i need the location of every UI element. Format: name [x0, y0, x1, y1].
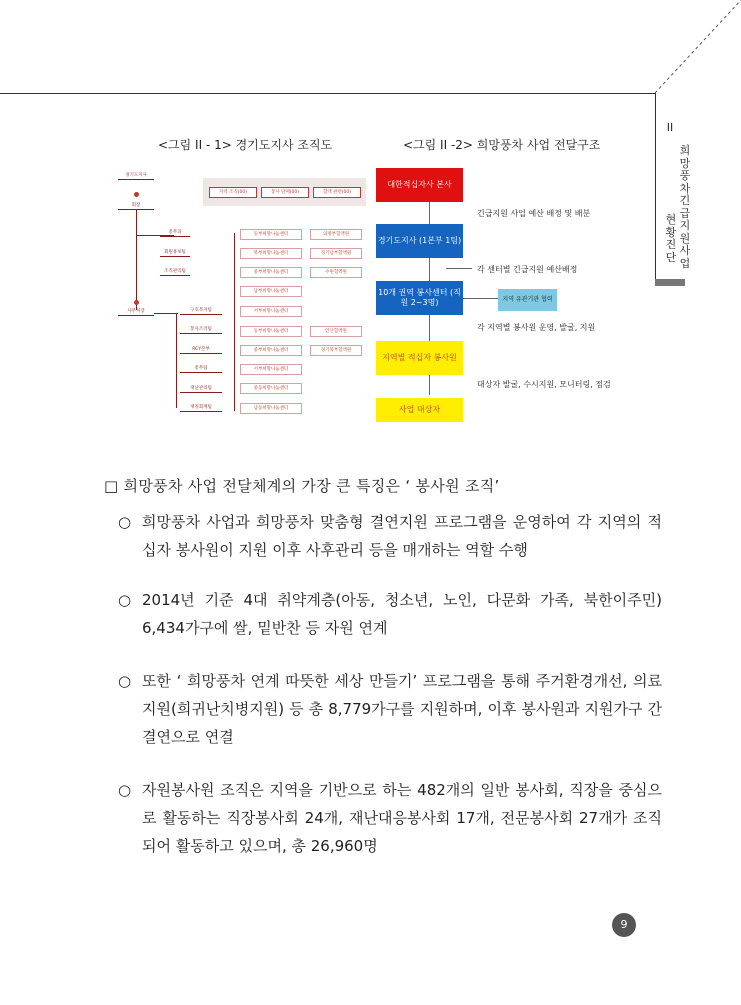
org-right-box-6: 동부희망나눔센터: [240, 326, 302, 337]
bullet-text: 희망풍차 사업과 희망풍차 맞춤형 결연지원 프로그램을 운영하여 각 지역의 적십자 봉사원이 지원 이후 사후관리 등을 매개하는 역할 수행: [142, 513, 662, 559]
org-secretary-box: 사무처장: [118, 308, 154, 316]
flow-box-recipients: 사업 대상자: [376, 398, 463, 422]
corner-dashed-line: [655, 0, 741, 93]
flow-note-link: [446, 268, 472, 269]
figure-right-caption: <그림 II -2> 희망풍차 사업 전달구조: [403, 138, 601, 152]
org-right-box-4: 남부희망나눔센터: [240, 286, 302, 297]
org-secretary-dot: [134, 300, 139, 305]
org-right-box-1: 동부희망나눔센터: [240, 229, 302, 240]
flow-box-partners: 지역 유관기관 협력: [498, 289, 557, 311]
bullet-text: 또한 ‘ 희망풍차 연계 따뜻한 세상 만들기’ 프로그램을 통해 주거환경개선, 의료지원(희귀난치병지원) 등 총 8,779가구를 지원하며, 이후 봉사원과 지원가구 간 결연으로 연결: [142, 672, 662, 746]
page-number: 9: [612, 913, 636, 937]
org-main-spine: [136, 210, 137, 310]
org-middle-box-6: 재정회계팀: [180, 404, 222, 412]
flow-box-hq: 대한적십자사 본사: [376, 168, 463, 202]
flow-note-3: 각 지역별 봉사원 운영, 발굴, 지원: [477, 323, 596, 332]
org-far-right-box-2: 경기남부혈액원: [310, 248, 362, 259]
bullet-mark: ○: [118, 672, 132, 690]
org-far-right-box-1: 의정부혈액원: [310, 229, 362, 240]
org-far-right-box-3: 수원혈액원: [310, 267, 362, 278]
flow-note-4: 대상자 발굴, 수시지원, 모니터링, 점검: [477, 380, 611, 389]
org-legend-item-1: 지역 조직(00): [209, 187, 257, 198]
flow-partner-link: [463, 298, 498, 299]
org-left-box-2: 회원홍보팀: [160, 249, 190, 257]
org-legend-item-3: 혈액 관련(00): [313, 187, 361, 198]
bullet-mark: ○: [118, 781, 132, 799]
org-legend: [203, 178, 366, 206]
flow-note-1: 긴급지원 사업 예산 배정 및 배분: [477, 209, 591, 218]
flow-box-centers: 10개 권역 봉사센터 (직원 2~3명): [376, 281, 463, 315]
sidebar-section-number: II: [666, 121, 674, 134]
org-right-box-9: 중동희망나눔센터: [240, 383, 302, 394]
org-right-box-5: 서부희망나눔센터: [240, 306, 302, 317]
org-right-box-8: 서부희망나눔센터: [240, 364, 302, 375]
header-rule: [0, 93, 655, 94]
bullet-text: 2014년 기준 4대 취약계층(아동, 청소년, 노인, 다문화 가족, 북한이주민) 6,434가구에 쌀, 밑반찬 등 자원 연계: [142, 591, 662, 637]
flow-box-branch: 경기도지사 (1본부 1팀): [376, 224, 463, 258]
org-right-box-7: 중부희망나눔센터: [240, 345, 302, 356]
org-middle-box-5: 재난관리팀: [180, 385, 222, 393]
org-president-box: 회장: [118, 202, 154, 210]
org-right-spine: [234, 233, 235, 411]
org-top-box: 경기도지사: [118, 172, 154, 180]
sidebar-sub-title: 현황진단: [665, 213, 677, 264]
org-middle-box-4: 총무팀: [180, 365, 222, 373]
org-top-dot: [134, 192, 139, 197]
bullet-text: 자원봉사원 조직은 지역을 기반으로 하는 482개의 일반 봉사회, 직장을 중심으로 활동하는 직장봉사회 24개, 재난대응봉사회 17개, 전문봉사회 27개가 조직되어 활동하고 있으며, 총 26,960명: [142, 781, 662, 855]
org-middle-box-2: 봉사조직팀: [180, 326, 222, 334]
flow-box-volunteers: 지역별 적십자 봉사원: [376, 341, 463, 375]
org-middle-spine: [176, 313, 177, 408]
org-secretary-line: [154, 313, 178, 314]
org-right-box-10: 남동희망나눔센터: [240, 403, 302, 414]
bullet-mark: ○: [118, 591, 132, 609]
org-middle-box-1: 구호복지팀: [180, 307, 222, 315]
figure-left-caption: <그림 II - 1> 경기도지사 조직도: [158, 138, 333, 152]
org-right-box-3: 중부희망나눔센터: [240, 267, 302, 278]
section-heading: □ 희망풍차 사업 전달체계의 가장 큰 특징은 ‘ 봉사원 조직’: [104, 477, 500, 495]
org-left-box-3: 조직관리팀: [160, 268, 190, 276]
bullet-mark: ○: [118, 513, 132, 531]
org-right-box-2: 북부희망나눔센터: [240, 248, 302, 259]
sidebar-rule: [655, 93, 656, 283]
org-far-right-box-5: 경기북부혈액원: [310, 345, 362, 356]
sidebar-chapter-title: 희망풍차 긴급지원사업: [679, 144, 691, 270]
org-legend-item-2: 봉사 단체(00): [261, 187, 309, 198]
sidebar-marker: [655, 279, 685, 286]
org-far-right-box-4: 안산혈액원: [310, 326, 362, 337]
flow-note-2: 각 센터별 긴급지원 예산배정: [477, 265, 578, 274]
org-middle-box-3: RCY본부: [180, 346, 222, 354]
org-left-box-1: 총무과: [160, 229, 190, 237]
